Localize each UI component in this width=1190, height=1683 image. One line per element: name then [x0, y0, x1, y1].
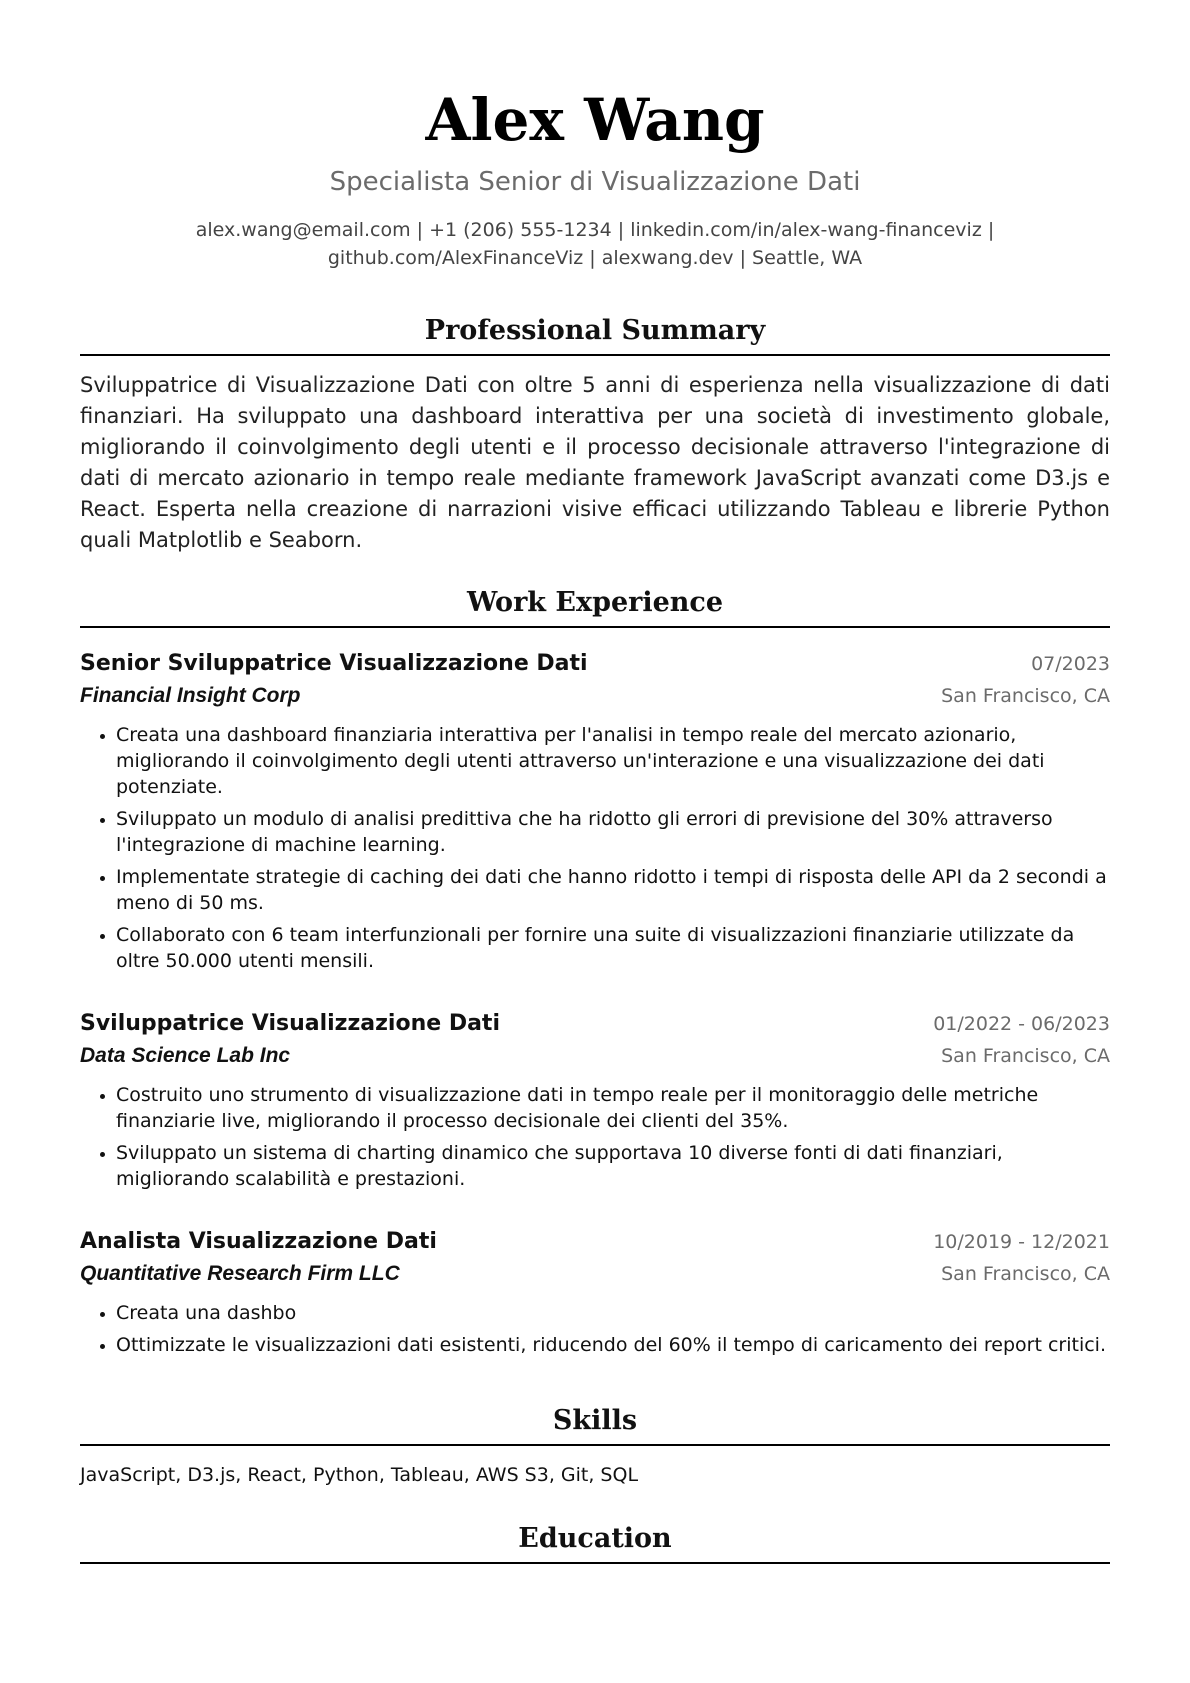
job-bullet: • Implementate strategie di caching dei dati che hanno ridotto i tempi di risposta delle API da 2 secondi a meno di 50 ms. [116, 864, 1110, 916]
job-entry [80, 1008, 1110, 1192]
job-bullet: • Creata una dashboard finanziaria interattiva per l'analisi in tempo reale del mercato azionario, migliorando il coinvolgimento degli utenti attraverso un'interazione e una visualizzazione dei dati potenziate. [116, 722, 1110, 800]
job-bullets [80, 722, 1110, 974]
job-bullet: • Collaborato con 6 team interfunzionali per fornire una suite di visualizzazioni finanziarie utilizzate da oltre 50.000 utenti mensili. [116, 922, 1110, 974]
skills-section [80, 1402, 1110, 1490]
job-title: Analista Visualizzazione Dati [80, 1229, 437, 1254]
job-bullet: • Costruito uno strumento di visualizzazione dati in tempo reale per il monitoraggio delle metriche finanziarie live, migliorando il processo decisionale dei clienti del 35%. [116, 1082, 1110, 1134]
summary-heading: Professional Summary [80, 312, 1110, 356]
job-bullet: • Sviluppato un sistema di charting dinamico che supportava 10 diverse fonti di dati finanziari, migliorando scalabilità e prestazioni. [116, 1140, 1110, 1192]
job-location: San Francisco, CA [941, 1045, 1110, 1067]
experience-section [80, 584, 1110, 1358]
contact-line: alex.wang@email.com | +1 (206) 555-1234 | linkedin.com/in/alex-wang-financeviz | github.com/AlexFinanceViz | alexwang.dev | Seattle, WA [195, 219, 995, 269]
summary-text: Sviluppatrice di Visualizzazione Dati con oltre 5 anni di esperienza nella visualizzazione di dati finanziari. Ha sviluppato una dashboard interattiva per una società di investimento globale, migliorando il coinvolgimento degli utenti e il processo decisionale attraverso l'integrazione di dati di mercato azionario in tempo reale mediante framework JavaScript avanzati come D3.js e React. Esperta nella creazione di narrazioni visive efficaci utilizzando Tableau e librerie Python quali Matplotlib e Seaborn. [80, 373, 1110, 552]
job-bullet: • Sviluppato un modulo di analisi predittiva che ha ridotto gli errori di previsione del 30% attraverso l'integrazione di machine learning. [116, 806, 1110, 858]
skills-list: JavaScript, D3.js, React, Python, Tableau, AWS S3, Git, SQL [80, 1464, 639, 1486]
job-entry [80, 648, 1110, 974]
experience-heading: Work Experience [80, 584, 1110, 628]
job-company: Data Science Lab Inc [80, 1044, 291, 1067]
candidate-title: Specialista Senior di Visualizzazione Dati [329, 167, 861, 197]
job-title: Senior Sviluppatrice Visualizzazione Dati [80, 651, 588, 676]
summary-section [80, 312, 1110, 556]
job-date: 10/2019 - 12/2021 [933, 1231, 1110, 1253]
job-entry [80, 1226, 1110, 1358]
resume-header [80, 80, 1110, 272]
job-bullets [80, 1300, 1110, 1358]
skills-heading: Skills [80, 1402, 1110, 1446]
candidate-name: Alex Wang [425, 86, 765, 154]
education-section [80, 1520, 1110, 1564]
job-company: Quantitative Research Firm LLC [80, 1262, 400, 1285]
job-date: 01/2022 - 06/2023 [933, 1013, 1110, 1035]
education-heading: Education [80, 1520, 1110, 1564]
job-bullet: • Creata una dashbo [116, 1300, 1110, 1326]
job-date: 07/2023 [1031, 653, 1110, 675]
job-bullet: • Ottimizzate le visualizzazioni dati esistenti, riducendo del 60% il tempo di caricamento dei report critici. [116, 1332, 1110, 1358]
job-company: Financial Insight Corp [80, 684, 301, 707]
job-location: San Francisco, CA [941, 1263, 1110, 1285]
job-title: Sviluppatrice Visualizzazione Dati [80, 1011, 500, 1036]
job-location: San Francisco, CA [941, 685, 1110, 707]
job-bullets [80, 1082, 1110, 1192]
